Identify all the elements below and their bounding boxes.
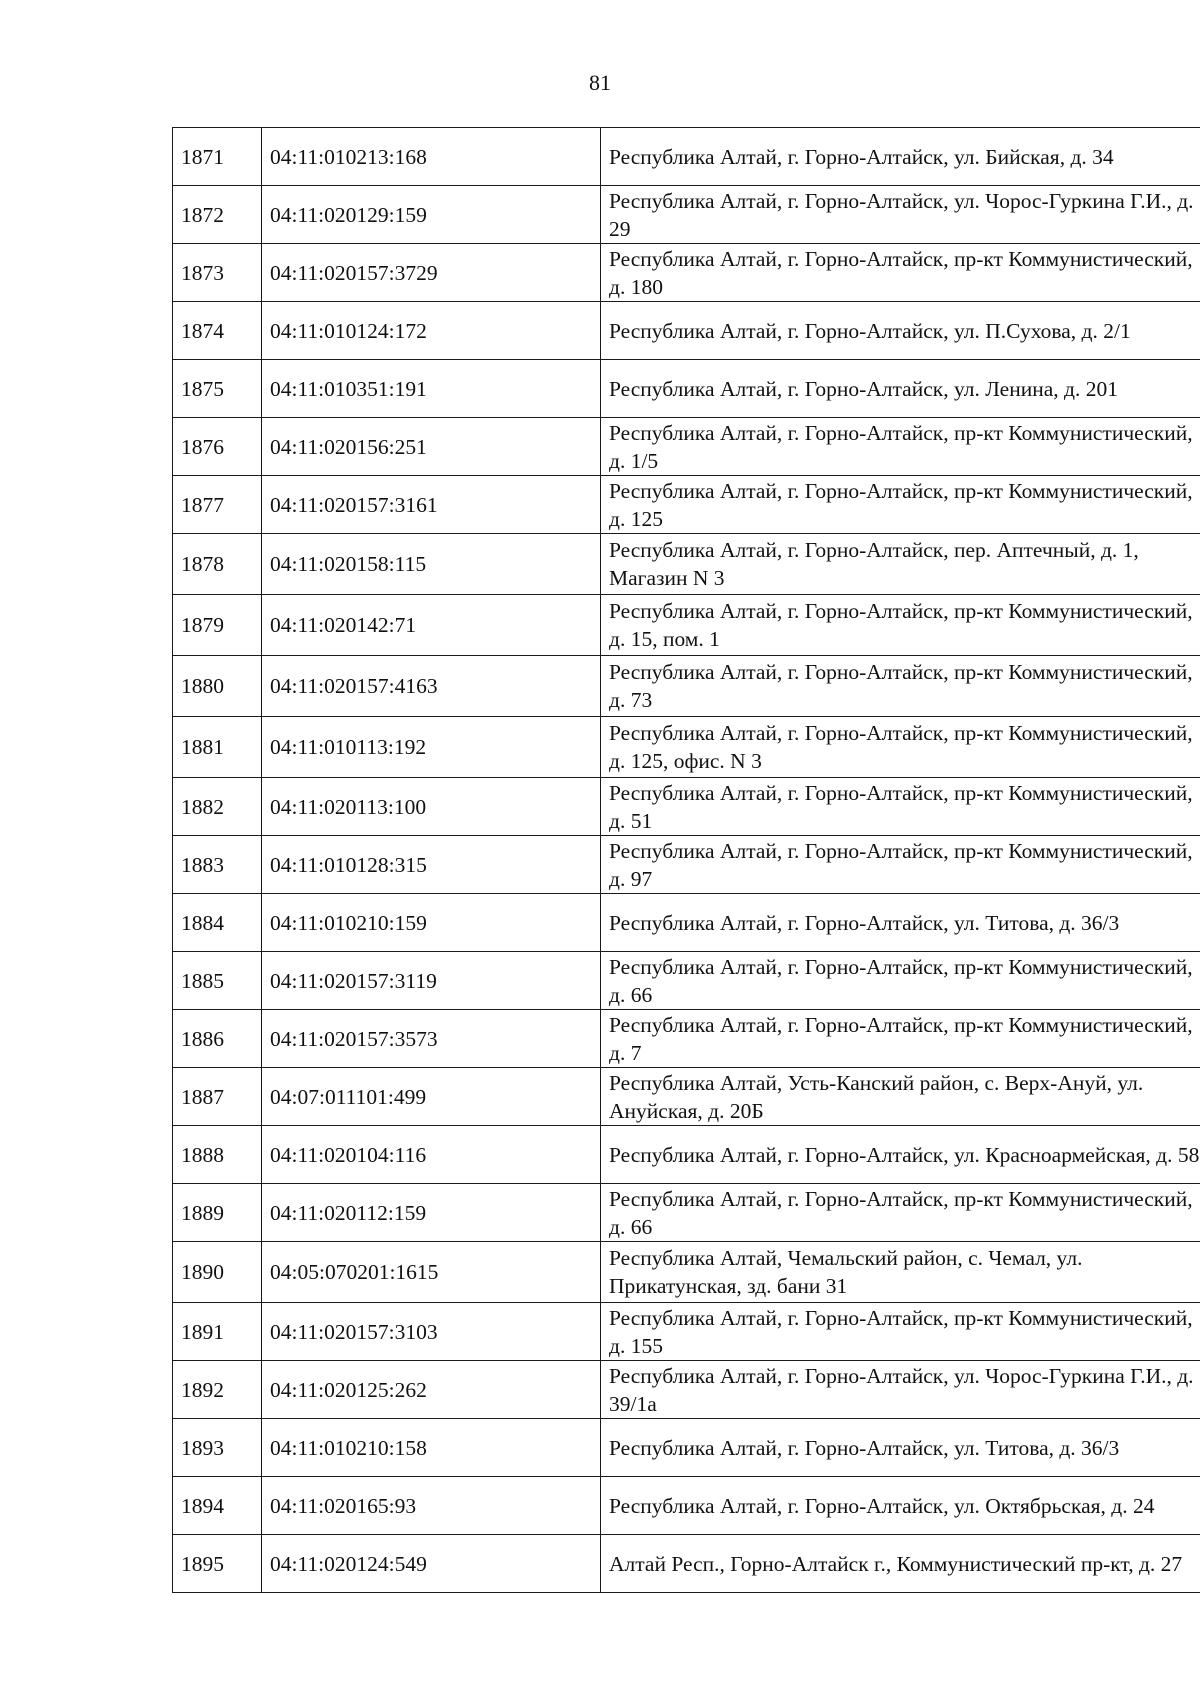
- cadastral-number-cell: 04:11:020142:71: [262, 595, 601, 656]
- row-number-cell: 1894: [173, 1477, 262, 1535]
- cadastral-number-cell: 04:11:020129:159: [262, 186, 601, 244]
- cadastral-number-cell: 04:11:020156:251: [262, 418, 601, 476]
- address-cell: Республика Алтай, г. Горно-Алтайск, пр-кт Коммунистический, д. 73: [601, 656, 1200, 717]
- row-number-cell: 1880: [173, 656, 262, 717]
- table-row: [173, 244, 1200, 302]
- row-number-cell: 1882: [173, 778, 262, 836]
- address-cell: Республика Алтай, г. Горно-Алтайск, ул. Октябрьская, д. 24: [601, 1477, 1200, 1535]
- table-row: [173, 302, 1200, 360]
- row-number-cell: 1888: [173, 1126, 262, 1184]
- table-row: [173, 1010, 1200, 1068]
- row-number-cell: 1887: [173, 1068, 262, 1126]
- row-number-cell: 1871: [173, 128, 262, 186]
- address-cell: Республика Алтай, г. Горно-Алтайск, пр-кт Коммунистический, д. 180: [601, 244, 1200, 302]
- address-cell: Республика Алтай, г. Горно-Алтайск, ул. Чорос-Гуркина Г.И., д. 29: [601, 186, 1200, 244]
- table-row: [173, 595, 1200, 656]
- table-row: [173, 1068, 1200, 1126]
- property-registry-table: [172, 127, 1200, 1593]
- cadastral-number-cell: 04:11:020158:115: [262, 534, 601, 595]
- address-cell: Республика Алтай, г. Горно-Алтайск, пр-кт Коммунистический, д. 125, офис. N 3: [601, 717, 1200, 778]
- row-number-cell: 1891: [173, 1303, 262, 1361]
- row-number-cell: 1892: [173, 1361, 262, 1419]
- cadastral-number-cell: 04:11:020124:549: [262, 1535, 601, 1593]
- table-row: [173, 1361, 1200, 1419]
- row-number-cell: 1874: [173, 302, 262, 360]
- cadastral-number-cell: 04:11:020157:3729: [262, 244, 601, 302]
- cadastral-number-cell: 04:11:020104:116: [262, 1126, 601, 1184]
- address-cell: Республика Алтай, г. Горно-Алтайск, ул. Бийская, д. 34: [601, 128, 1200, 186]
- table-row: [173, 656, 1200, 717]
- row-number-cell: 1878: [173, 534, 262, 595]
- address-cell: Республика Алтай, г. Горно-Алтайск, пр-кт Коммунистический, д. 1/5: [601, 418, 1200, 476]
- cadastral-number-cell: 04:11:020157:3119: [262, 952, 601, 1010]
- cadastral-number-cell: 04:11:020165:93: [262, 1477, 601, 1535]
- row-number-cell: 1877: [173, 476, 262, 534]
- cadastral-number-cell: 04:11:020125:262: [262, 1361, 601, 1419]
- row-number-cell: 1881: [173, 717, 262, 778]
- address-cell: Республика Алтай, г. Горно-Алтайск, пр-кт Коммунистический, д. 97: [601, 836, 1200, 894]
- cadastral-number-cell: 04:11:020157:4163: [262, 656, 601, 717]
- table-row: [173, 186, 1200, 244]
- row-number-cell: 1895: [173, 1535, 262, 1593]
- address-cell: Республика Алтай, г. Горно-Алтайск, пр-кт Коммунистический, д. 7: [601, 1010, 1200, 1068]
- row-number-cell: 1876: [173, 418, 262, 476]
- row-number-cell: 1889: [173, 1184, 262, 1242]
- address-cell: Республика Алтай, г. Горно-Алтайск, ул. П.Сухова, д. 2/1: [601, 302, 1200, 360]
- cadastral-number-cell: 04:11:020113:100: [262, 778, 601, 836]
- table-row: [173, 717, 1200, 778]
- cadastral-number-cell: 04:11:010351:191: [262, 360, 601, 418]
- address-cell: Алтай Респ., Горно-Алтайск г., Коммунистический пр-кт, д. 27: [601, 1535, 1200, 1593]
- cadastral-number-cell: 04:11:010210:159: [262, 894, 601, 952]
- table-row: [173, 894, 1200, 952]
- cadastral-number-cell: 04:11:020157:3103: [262, 1303, 601, 1361]
- address-cell: Республика Алтай, г. Горно-Алтайск, пр-кт Коммунистический, д. 15, пом. 1: [601, 595, 1200, 656]
- cadastral-number-cell: 04:11:010210:158: [262, 1419, 601, 1477]
- row-number-cell: 1893: [173, 1419, 262, 1477]
- row-number-cell: 1886: [173, 1010, 262, 1068]
- table-row: [173, 1535, 1200, 1593]
- address-cell: Республика Алтай, Чемальский район, с. Чемал, ул. Прикатунская, зд. бани 31: [601, 1242, 1200, 1303]
- cadastral-number-cell: 04:11:020157:3573: [262, 1010, 601, 1068]
- address-cell: Республика Алтай, г. Горно-Алтайск, пр-кт Коммунистический, д. 51: [601, 778, 1200, 836]
- cadastral-number-cell: 04:07:011101:499: [262, 1068, 601, 1126]
- address-cell: Республика Алтай, Усть-Канский район, с. Верх-Ануй, ул. Ануйская, д. 20Б: [601, 1068, 1200, 1126]
- table-row: [173, 360, 1200, 418]
- address-cell: Республика Алтай, г. Горно-Алтайск, ул. Ленина, д. 201: [601, 360, 1200, 418]
- row-number-cell: 1879: [173, 595, 262, 656]
- table-row: [173, 1184, 1200, 1242]
- table-row: [173, 1419, 1200, 1477]
- page-number: 81: [589, 70, 611, 95]
- cadastral-number-cell: 04:11:010113:192: [262, 717, 601, 778]
- table-row: [173, 418, 1200, 476]
- table-row: [173, 1477, 1200, 1535]
- address-cell: Республика Алтай, г. Горно-Алтайск, пр-кт Коммунистический, д. 66: [601, 952, 1200, 1010]
- row-number-cell: 1872: [173, 186, 262, 244]
- address-cell: Республика Алтай, г. Горно-Алтайск, ул. Титова, д. 36/3: [601, 894, 1200, 952]
- cadastral-number-cell: 04:05:070201:1615: [262, 1242, 601, 1303]
- table-row: [173, 952, 1200, 1010]
- table-row: [173, 128, 1200, 186]
- address-cell: Республика Алтай, г. Горно-Алтайск, пр-кт Коммунистический, д. 155: [601, 1303, 1200, 1361]
- cadastral-number-cell: 04:11:010128:315: [262, 836, 601, 894]
- address-cell: Республика Алтай, г. Горно-Алтайск, ул. Чорос-Гуркина Г.И., д. 39/1а: [601, 1361, 1200, 1419]
- address-cell: Республика Алтай, г. Горно-Алтайск, ул. Титова, д. 36/3: [601, 1419, 1200, 1477]
- cadastral-number-cell: 04:11:020157:3161: [262, 476, 601, 534]
- table-row: [173, 836, 1200, 894]
- table-row: [173, 476, 1200, 534]
- row-number-cell: 1875: [173, 360, 262, 418]
- registry-table-body: [173, 128, 1200, 1593]
- address-cell: Республика Алтай, г. Горно-Алтайск, ул. Красноармейская, д. 58: [601, 1126, 1200, 1184]
- row-number-cell: 1885: [173, 952, 262, 1010]
- table-row: [173, 1242, 1200, 1303]
- row-number-cell: 1873: [173, 244, 262, 302]
- row-number-cell: 1884: [173, 894, 262, 952]
- table-row: [173, 1126, 1200, 1184]
- row-number-cell: 1890: [173, 1242, 262, 1303]
- table-row: [173, 534, 1200, 595]
- table-row: [173, 778, 1200, 836]
- address-cell: Республика Алтай, г. Горно-Алтайск, пер. Аптечный, д. 1, Магазин N 3: [601, 534, 1200, 595]
- row-number-cell: 1883: [173, 836, 262, 894]
- cadastral-number-cell: 04:11:010213:168: [262, 128, 601, 186]
- table-row: [173, 1303, 1200, 1361]
- address-cell: Республика Алтай, г. Горно-Алтайск, пр-кт Коммунистический, д. 66: [601, 1184, 1200, 1242]
- address-cell: Республика Алтай, г. Горно-Алтайск, пр-кт Коммунистический, д. 125: [601, 476, 1200, 534]
- cadastral-number-cell: 04:11:010124:172: [262, 302, 601, 360]
- cadastral-number-cell: 04:11:020112:159: [262, 1184, 601, 1242]
